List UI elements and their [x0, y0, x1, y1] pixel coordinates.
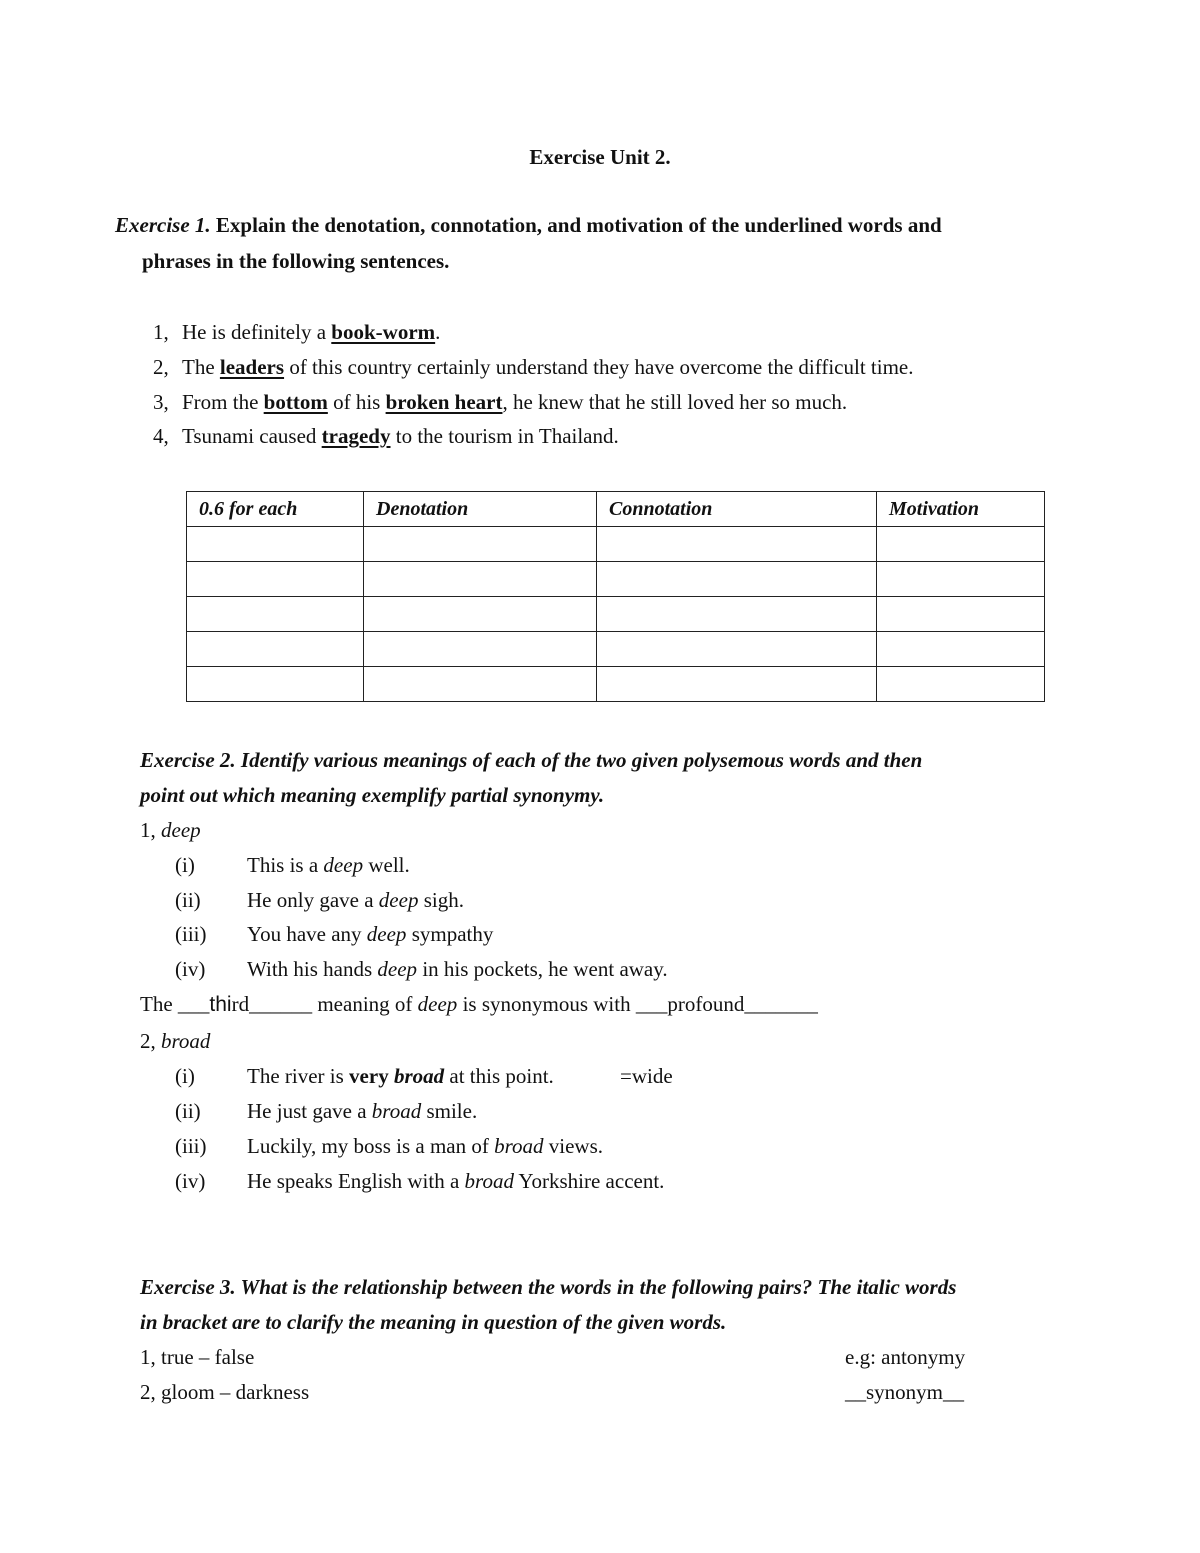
underlined-word: tragedy [321, 424, 391, 448]
table-header: Denotation [364, 492, 597, 527]
example-sentence: With his hands deep in his pockets, he went away. [247, 957, 668, 981]
table-row [187, 527, 1045, 562]
table-cell[interactable] [187, 632, 364, 667]
roman-numeral: (iv) [175, 1169, 206, 1193]
answer-note: =wide [620, 1064, 673, 1088]
table-cell[interactable] [597, 562, 877, 597]
table-header: 0.6 for each [187, 492, 364, 527]
example-sentence: Luckily, my boss is a man of broad views. [247, 1134, 604, 1158]
exercise-3-instruction-cont: in bracket are to clarify the meaning in question of the given words. [140, 1310, 727, 1334]
exercise-1-label: Exercise 1. [115, 213, 211, 237]
exercise-1-instruction: Explain the denotation, connotation, and motivation of the underlined words and [215, 213, 942, 237]
roman-numeral: (iv) [175, 957, 206, 981]
table-cell[interactable] [597, 527, 877, 562]
exercise-2-heading [140, 748, 922, 773]
roman-numeral: (iii) [175, 922, 207, 946]
pair-relationship: e.g: antonymy [845, 1345, 966, 1369]
exercise-2-label: Exercise 2. [140, 748, 236, 772]
exercise-1-heading [115, 213, 942, 238]
answer-line: The ___third______ meaning of deep is synonymous with ___profound_______ [140, 992, 818, 1016]
roman-numeral: (ii) [175, 1099, 201, 1123]
table-cell[interactable] [597, 597, 877, 632]
example-sentence: He speaks English with a broad Yorkshire accent. [247, 1169, 665, 1193]
sentence-number: 2, [153, 355, 169, 379]
underlined-word: bottom [263, 390, 328, 414]
table-cell[interactable] [364, 632, 597, 667]
word-heading-broad: 2, broad [140, 1029, 211, 1053]
exercise-3-heading [140, 1275, 956, 1300]
word-pair: 1, true – false [140, 1345, 255, 1369]
table-cell[interactable] [364, 562, 597, 597]
exercise-3-label: Exercise 3. [140, 1275, 236, 1299]
example-sentence: This is a deep well. [247, 853, 410, 877]
example-sentence: He just gave a broad smile. [247, 1099, 478, 1123]
table-cell[interactable] [877, 632, 1045, 667]
table-cell[interactable] [597, 632, 877, 667]
table-row [187, 562, 1045, 597]
roman-numeral: (ii) [175, 888, 201, 912]
sentence: From the bottom of his broken heart, he knew that he still loved her so much. [182, 390, 848, 414]
exercise-1-instruction-cont: phrases in the following sentences. [142, 249, 450, 273]
table-header: Connotation [597, 492, 877, 527]
table-cell[interactable] [187, 562, 364, 597]
underlined-phrase: broken heart [385, 390, 503, 414]
table-cell[interactable] [187, 597, 364, 632]
table-cell[interactable] [877, 597, 1045, 632]
page-title: Exercise Unit 2. [529, 145, 671, 169]
example-sentence: He only gave a deep sigh. [247, 888, 464, 912]
sentence: Tsunami caused tragedy to the tourism in Thailand. [182, 424, 619, 448]
table-cell[interactable] [364, 527, 597, 562]
sentence-number: 3, [153, 390, 169, 414]
table-row [187, 632, 1045, 667]
table-cell[interactable] [877, 667, 1045, 702]
table-header-row [187, 492, 1045, 527]
handwritten-answer: thi [209, 993, 232, 1016]
table-cell[interactable] [364, 667, 597, 702]
sentence: He is definitely a book-worm. [182, 320, 441, 344]
sentence: The leaders of this country certainly understand they have overcome the difficult time. [182, 355, 914, 379]
table-cell[interactable] [187, 527, 364, 562]
sentence-number: 4, [153, 424, 169, 448]
word-heading-deep: 1, deep [140, 818, 201, 842]
roman-numeral: (iii) [175, 1134, 207, 1158]
table-row [187, 667, 1045, 702]
answer-table [186, 491, 1045, 702]
table-cell[interactable] [364, 597, 597, 632]
exercise-2-instruction-cont: point out which meaning exemplify partial synonymy. [140, 783, 605, 807]
pair-relationship: __synonym__ [845, 1380, 965, 1404]
table-cell[interactable] [877, 562, 1045, 597]
table-cell[interactable] [187, 667, 364, 702]
word-pair: 2, gloom – darkness [140, 1380, 310, 1404]
example-sentence: The river is very broad at this point. [247, 1064, 554, 1088]
underlined-word: book-worm [331, 320, 436, 344]
roman-numeral: (i) [175, 1064, 195, 1088]
underlined-word: leaders [219, 355, 285, 379]
exercise-2-instruction: Identify various meanings of each of the two given polysemous words and then [240, 748, 923, 772]
exercise-3-instruction: What is the relationship between the words in the following pairs? The italic words [240, 1275, 957, 1299]
roman-numeral: (i) [175, 853, 195, 877]
example-sentence: You have any deep sympathy [247, 922, 494, 946]
table-header: Motivation [877, 492, 1045, 527]
table-cell[interactable] [877, 527, 1045, 562]
table-row [187, 597, 1045, 632]
table-cell[interactable] [597, 667, 877, 702]
sentence-number: 1, [153, 320, 169, 344]
